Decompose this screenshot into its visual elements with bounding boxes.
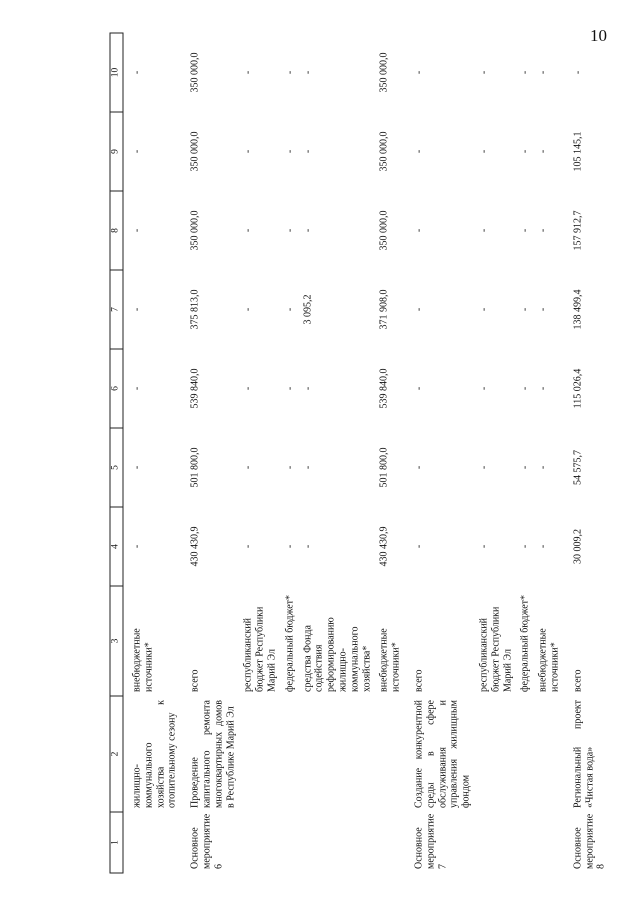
value-cell: - [242, 307, 254, 312]
value-cell: - [242, 70, 254, 75]
value-cell: - [413, 544, 425, 549]
value-cell: 430 430,9 [189, 526, 201, 567]
value-cell: 371 908,0 [378, 289, 390, 330]
header-cell: 4 [110, 507, 123, 586]
measure-name-cell [240, 696, 281, 812]
header-cell: 8 [110, 191, 123, 270]
funding-source-cell: всего [572, 669, 584, 692]
value-cell: - [519, 228, 531, 233]
value-cell: - [519, 465, 531, 470]
value-cell: - [242, 544, 254, 549]
value-cell: - [478, 149, 490, 154]
table-row [517, 33, 535, 873]
value-cell: - [131, 465, 143, 470]
value-cell: - [131, 544, 143, 549]
measure-name-cell: Создание конкурентной среды в сфере обслуживания и управления жилищным фондом [413, 700, 472, 808]
value-cell: 350 000,0 [378, 52, 390, 93]
value-cell: - [478, 386, 490, 391]
measure-cell [240, 812, 281, 873]
funding-table [110, 33, 611, 874]
value-cell: - [302, 465, 314, 470]
measure-cell: Основное мероприятие 6 [189, 813, 225, 869]
value-cell: - [413, 70, 425, 75]
header-cell: 1 [110, 812, 123, 873]
value-cell: - [537, 544, 549, 549]
header-cell: 2 [110, 696, 123, 812]
funding-source-cell: федеральный бюджет* [284, 594, 296, 692]
value-cell: 350 000,0 [189, 210, 201, 251]
measure-cell [281, 812, 299, 873]
value-cell: - [284, 228, 296, 233]
value-cell: 3 095,2 [302, 294, 314, 325]
value-cell: 501 800,0 [189, 447, 201, 488]
table-body [123, 33, 611, 873]
measure-name-cell [376, 696, 406, 812]
value-cell: - [302, 544, 314, 549]
value-cell: 138 499,4 [572, 289, 584, 330]
value-cell: 501 800,0 [378, 447, 390, 488]
value-cell: - [242, 228, 254, 233]
table-row [535, 33, 565, 873]
value-cell: 115 026,4 [572, 368, 584, 409]
measure-cell [517, 812, 535, 873]
value-cell: - [478, 465, 490, 470]
value-cell: - [519, 544, 531, 549]
funding-source-cell: федеральный бюджет* [519, 594, 531, 692]
value-cell: - [478, 307, 490, 312]
measure-name-cell: Региональный проект «Чистая вода» [572, 700, 595, 808]
value-cell: - [284, 149, 296, 154]
value-cell: 157 912,7 [572, 210, 584, 251]
table-row [281, 33, 299, 873]
value-cell: 539 840,0 [378, 368, 390, 409]
value-cell: - [519, 70, 531, 75]
value-cell: - [284, 70, 296, 75]
measure-cell [475, 812, 516, 873]
value-cell: - [131, 307, 143, 312]
value-cell: - [478, 544, 490, 549]
measure-name-cell [517, 696, 535, 812]
funding-source-cell: всего [413, 669, 425, 692]
measure-name-cell [475, 696, 516, 812]
header-cell: 9 [110, 112, 123, 191]
value-cell: - [302, 228, 314, 233]
value-cell: - [413, 149, 425, 154]
value-cell: 350 000,0 [378, 210, 390, 251]
measure-name-cell [535, 696, 565, 812]
value-cell: - [478, 228, 490, 233]
header-cell: 7 [110, 270, 123, 349]
value-cell: - [131, 70, 143, 75]
value-cell: - [519, 307, 531, 312]
measure-cell: Основное мероприятие 8 [572, 813, 607, 869]
funding-source-cell: внебюджетные источники* [131, 628, 155, 692]
value-cell: - [302, 70, 314, 75]
table-row [475, 33, 516, 873]
value-cell: - [242, 386, 254, 391]
value-cell: 539 840,0 [189, 368, 201, 409]
value-cell: 375 813,0 [189, 289, 201, 330]
value-cell: - [131, 228, 143, 233]
header-cell: 3 [110, 586, 123, 696]
value-cell: 430 430,9 [378, 526, 390, 567]
value-cell: 350 000,0 [189, 131, 201, 172]
value-cell: - [413, 307, 425, 312]
measure-cell [535, 812, 565, 873]
value-cell: - [302, 386, 314, 391]
funding-source-cell: всего [189, 669, 201, 692]
value-cell: - [519, 386, 531, 391]
funding-source-cell: средства Фонда содействия реформированию жилищно-коммунального хозяйства* [302, 617, 373, 692]
measure-name-cell: Проведение капитального ремонта многоквартирных домов в Республике Марий Эл [189, 700, 237, 808]
table-row [564, 33, 610, 873]
value-cell: - [537, 386, 549, 391]
page-number: 10 [590, 26, 607, 45]
header-cell: 6 [110, 349, 123, 428]
measure-name-cell [299, 696, 376, 812]
table-row [123, 33, 182, 873]
table-row [182, 33, 240, 873]
value-cell: - [413, 465, 425, 470]
table-row [405, 33, 475, 873]
value-cell: - [284, 544, 296, 549]
value-cell: - [519, 149, 531, 154]
measure-name-cell [281, 696, 299, 812]
funding-source-cell: республиканский бюджет Республики Марий Эл [478, 606, 514, 692]
measure-name-cell: жилищно-коммунального хозяйства к отопительному сезону [131, 700, 178, 808]
value-cell: - [242, 149, 254, 154]
value-cell: - [242, 465, 254, 470]
value-cell: - [302, 149, 314, 154]
value-cell: - [537, 228, 549, 233]
value-cell: - [413, 386, 425, 391]
value-cell: 350 000,0 [189, 52, 201, 93]
value-cell: - [537, 307, 549, 312]
value-cell: - [537, 70, 549, 75]
value-cell: 350 000,0 [378, 131, 390, 172]
rotated-table-container [110, 36, 607, 874]
value-cell: - [413, 228, 425, 233]
value-cell: - [284, 465, 296, 470]
value-cell: 105 145,1 [572, 131, 584, 172]
value-cell: 30 009,2 [572, 529, 584, 564]
value-cell: - [284, 307, 296, 312]
value-cell: - [537, 149, 549, 154]
table-row [376, 33, 406, 873]
funding-source-cell: внебюджетные источники* [378, 628, 402, 692]
table-row [299, 33, 376, 873]
value-cell: - [478, 70, 490, 75]
funding-source-cell: республиканский бюджет Республики Марий Эл [242, 606, 278, 692]
header-cell: 10 [110, 33, 123, 112]
measure-cell: Основное мероприятие 7 [413, 813, 449, 869]
header-row [110, 33, 123, 873]
table-row [240, 33, 281, 873]
header-cell: 5 [110, 428, 123, 507]
value-cell: - [284, 386, 296, 391]
measure-cell [299, 812, 376, 873]
value-cell: 54 575,7 [572, 450, 584, 485]
value-cell: - [572, 70, 584, 75]
value-cell: - [537, 465, 549, 470]
measure-cell [376, 812, 406, 873]
measure-cell [123, 812, 182, 873]
value-cell: - [131, 386, 143, 391]
value-cell: - [131, 149, 143, 154]
funding-source-cell: внебюджетные источники* [537, 628, 561, 692]
